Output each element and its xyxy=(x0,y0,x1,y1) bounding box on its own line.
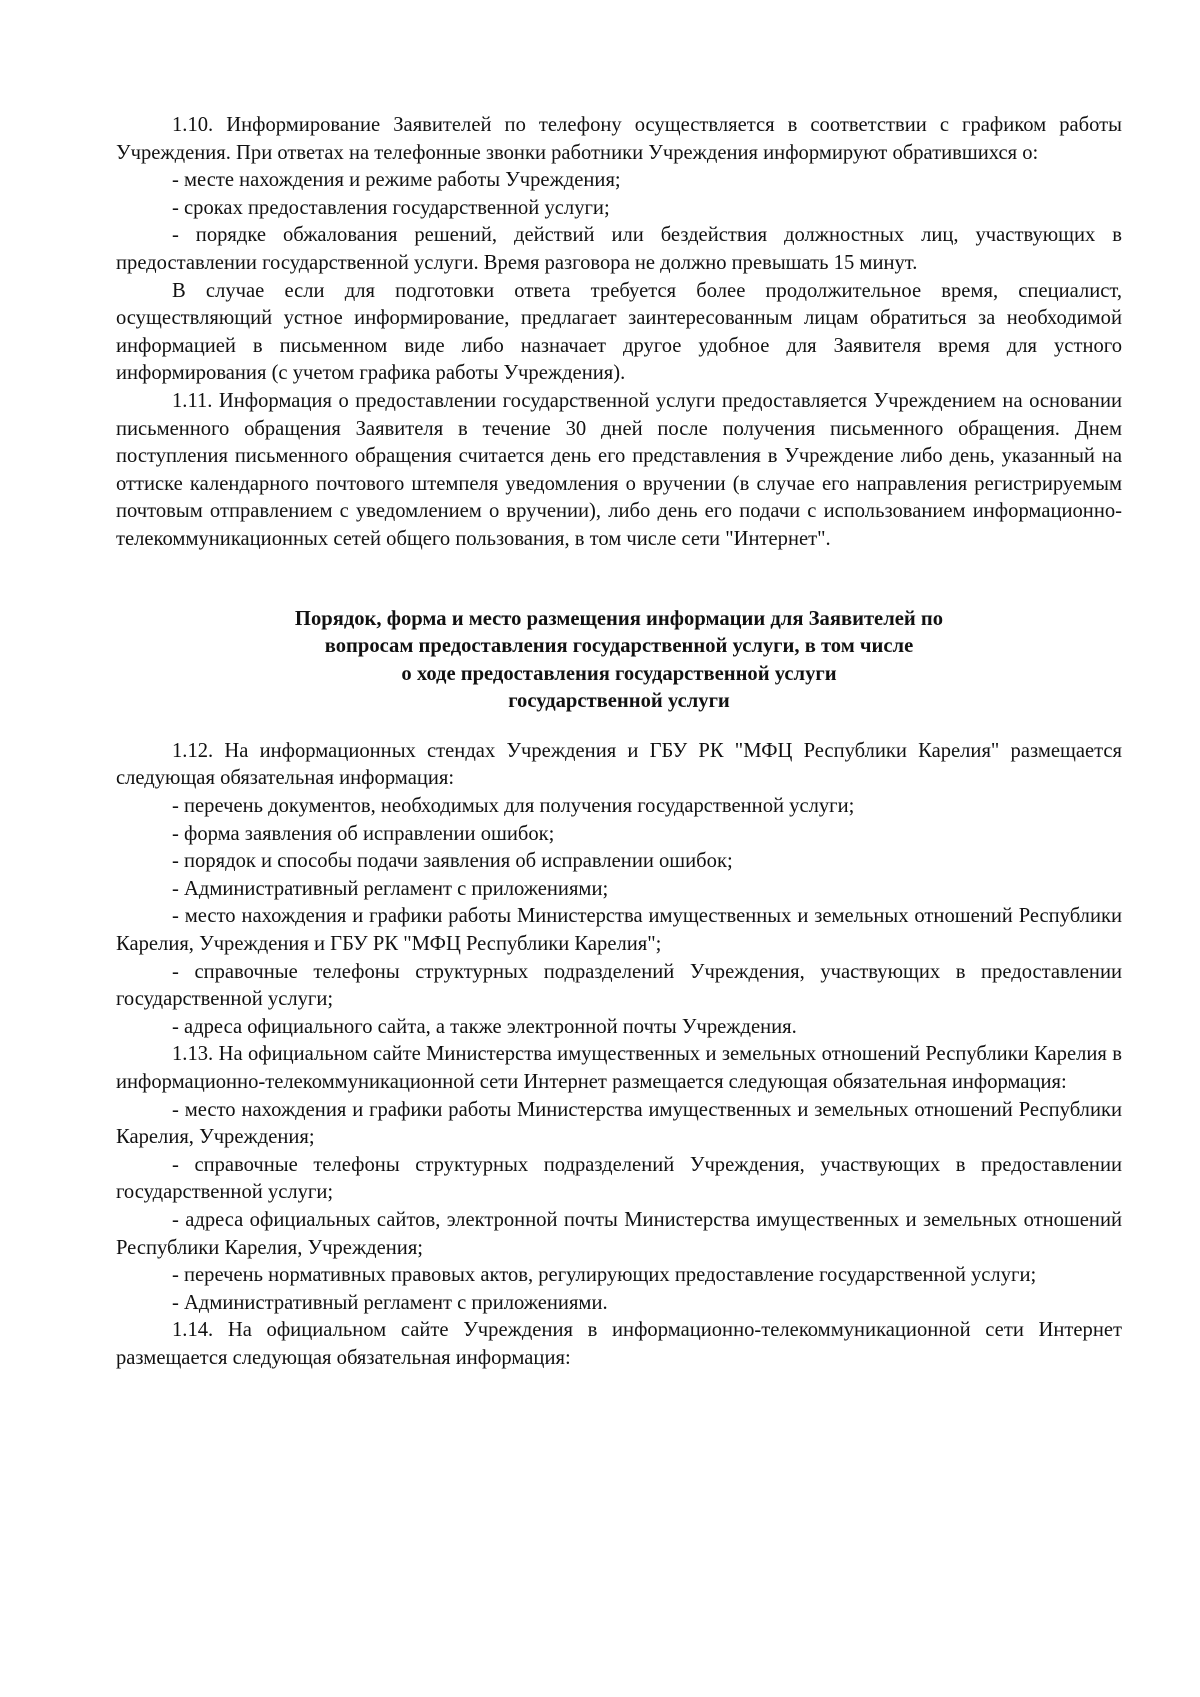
list-item: - порядок и способы подачи заявления об исправлении ошибок; xyxy=(172,850,733,873)
list-item: - Административный регламент с приложениями; xyxy=(172,877,609,900)
heading-line-3: о ходе предоставления государственной услуги xyxy=(401,662,837,685)
paragraph-1-11: 1.11. Информация о предоставлении государственной услуги предоставляется Учреждением на основании письменного обращения Заявителя в течение 30 дней после получения письменного обращения. Днем поступления письменного обращения считается день его представления в Учреждение либо день, указанный на оттиске календарного почтового штемпеля уведомления о вручении (в случае его направления регистрируемым почтовым отправлением с уведомлением о вручении), либо день его подачи с использованием информационно-телекоммуникационных сетей общего пользования, в том числе сети "Интернет". xyxy=(116,389,1122,550)
list-item: - перечень документов, необходимых для получения государственной услуги; xyxy=(172,795,855,818)
list-item: - адреса официального сайта, а также электронной почты Учреждения. xyxy=(172,1015,797,1038)
list-item: - адреса официальных сайтов, электронной почты Министерства имущественных и земельных отношений Республики Карелия, Учреждения; xyxy=(116,1208,1122,1259)
list-item: - Административный регламент с приложениями. xyxy=(172,1291,608,1314)
list-item-terms: - сроках предоставления государственной услуги; xyxy=(172,196,610,219)
list-item: - форма заявления об исправлении ошибок; xyxy=(172,822,555,845)
section-informing-by-phone xyxy=(116,112,1122,554)
list-item: - справочные телефоны структурных подразделений Учреждения, участвующих в предоставлении государственной услуги; xyxy=(116,960,1122,1011)
document-page xyxy=(116,112,1122,1373)
list-item: - место нахождения и графики работы Министерства имущественных и земельных отношений Республики Карелия, Учреждения; xyxy=(116,1098,1122,1149)
list-item: - справочные телефоны структурных подразделений Учреждения, участвующих в предоставлении государственной услуги; xyxy=(116,1153,1122,1204)
paragraph-1-14: 1.14. На официальном сайте Учреждения в информационно-телекоммуникационной сети Интернет размещается следующая обязательная информация: xyxy=(116,1319,1122,1369)
section-heading xyxy=(116,606,1122,716)
heading-line-2: вопросам предоставления государственной услуги, в том числе xyxy=(324,635,914,658)
list-item-location: - месте нахождения и режиме работы Учреждения; xyxy=(172,169,621,192)
list-item: - место нахождения и графики работы Министерства имущественных и земельных отношений Республики Карелия, Учреждения и ГБУ РК "МФЦ Республики Карелия"; xyxy=(116,905,1122,956)
list-item: - перечень нормативных правовых актов, регулирующих предоставление государственной услуги; xyxy=(172,1264,1037,1287)
paragraph-1-12: 1.12. На информационных стендах Учреждения и ГБУ РК "МФЦ Республики Карелия" размещается следующая обязательная информация: xyxy=(116,739,1122,790)
list-item-appeal: - порядке обжалования решений, действий или бездействия должностных лиц, участвующих в предоставлении государственной услуги. Время разговора не должно превышать 15 минут. xyxy=(116,224,1122,274)
spacer xyxy=(116,554,1122,606)
paragraph-longer-time: В случае если для подготовки ответа требуется более продолжительное время, специалист, осуществляющий устное информирование, предлагает заинтересованным лицам обратиться за необходимой информацией в письменном виде либо назначает другое удобное для Заявителя время для устного информирования (с учетом графика работы Учреждения). xyxy=(116,279,1122,385)
spacer xyxy=(116,716,1122,738)
heading-line-4: государственной услуги xyxy=(508,690,730,713)
heading-line-1: Порядок, форма и место размещения информации для Заявителей по xyxy=(294,607,944,630)
section-information-placement xyxy=(116,738,1122,1373)
paragraph-1-10: 1.10. Информирование Заявителей по телефону осуществляется в соответствии с графиком работы Учреждения. При ответах на телефонные звонки работники Учреждения информируют обратившихся о: xyxy=(116,114,1122,164)
paragraph-1-13: 1.13. На официальном сайте Министерства имущественных и земельных отношений Республики Карелия в информационно-телекоммуникационной сети Интернет размещается следующая обязательная информация: xyxy=(116,1043,1122,1093)
